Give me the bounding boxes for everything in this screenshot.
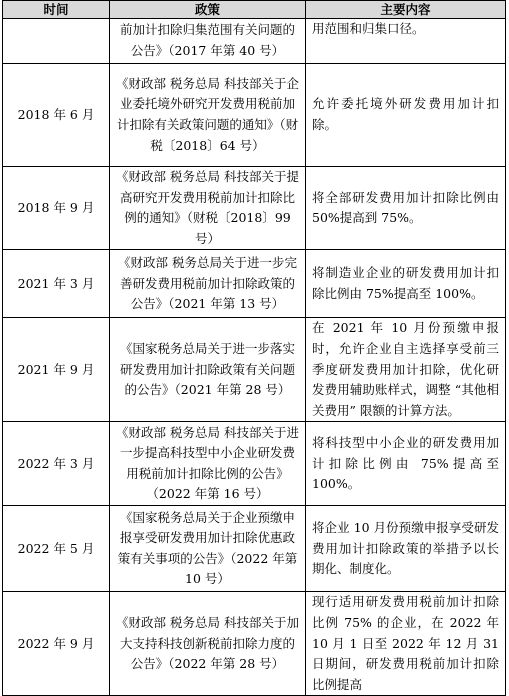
policy-table <box>2 0 506 696</box>
time-cell: 2022 年 3 月 <box>3 422 110 506</box>
time-cell: 2022 年 5 月 <box>3 506 110 592</box>
table-row <box>3 19 506 64</box>
content-cell: 允许委托境外研发费用加计扣除。 <box>306 64 506 167</box>
policy-cell: 《国家税务总局关于企业预缴申报享受研发费用加计扣除优惠政策有关事项的公告》（2022 年第 10 号） <box>110 506 306 592</box>
table-row <box>3 64 506 167</box>
time-cell <box>3 19 110 64</box>
header-time: 时间 <box>3 1 110 19</box>
policy-cell: 《财政部 税务总局 科技部关于提高研究开发费用税前加计扣除比例的通知》（财税〔2018〕99 号） <box>110 167 306 250</box>
header-policy: 政策 <box>110 1 306 19</box>
policy-cell: 《财政部 税务总局 科技部关于企业委托境外研究开发费用税前加计扣除有关政策问题的通知》（财税〔2018〕64 号） <box>110 64 306 167</box>
table-row <box>3 506 506 592</box>
time-cell: 2021 年 9 月 <box>3 318 110 422</box>
policy-cell: 《财政部 税务总局 科技部关于进一步提高科技型中小企业研发费用税前加计扣除比例的公告》（2022 年第 16 号） <box>110 422 306 506</box>
content-cell: 现行适用研发费用税前加计扣除比例 75% 的企业，在 2022 年 10 月 1 日至 2022 年 12 月 31 日期间，研发费用税前加计扣除比例提高 <box>306 592 506 696</box>
header-row <box>3 1 506 19</box>
content-cell: 在 2021 年 10 月份预缴申报时，允许企业自主选择享受前三季度研发费用加计扣除，优化研发费用辅助账样式，调整 “其他相关费用” 限额的计算方法。 <box>306 318 506 422</box>
policy-cell: 《财政部 税务总局关于进一步完善研发费用税前加计扣除政策的公告》（2021 年第 13 号） <box>110 250 306 318</box>
table-row <box>3 592 506 696</box>
policy-cell: 《财政部 税务总局 科技部关于加大支持科技创新税前扣除力度的公告》（2022 年第 28 号） <box>110 592 306 696</box>
header-content: 主要内容 <box>306 1 506 19</box>
policy-cell: 前加计扣除归集范围有关问题的公告》（2017 年第 40 号） <box>110 19 306 64</box>
table-row <box>3 167 506 250</box>
time-cell: 2018 年 6 月 <box>3 64 110 167</box>
content-cell: 将制造业企业的研发费用加计扣除比例由 75%提高至 100%。 <box>306 250 506 318</box>
time-cell: 2018 年 9 月 <box>3 167 110 250</box>
table-row <box>3 318 506 422</box>
time-cell: 2021 年 3 月 <box>3 250 110 318</box>
content-cell: 将全部研发费用加计扣除比例由 50%提高到 75%。 <box>306 167 506 250</box>
content-cell: 将科技型中小企业的研发费用加计扣除比例由 75%提高至 100%。 <box>306 422 506 506</box>
content-cell: 用范围和归集口径。 <box>306 19 506 64</box>
table-row <box>3 422 506 506</box>
time-cell: 2022 年 9 月 <box>3 592 110 696</box>
policy-cell: 《国家税务总局关于进一步落实研发费用加计扣除政策有关问题的公告》（2021 年第 28 号） <box>110 318 306 422</box>
table-row <box>3 250 506 318</box>
content-cell: 将企业 10 月份预缴申报享受研发费用加计扣除政策的举措予以长期化、制度化。 <box>306 506 506 592</box>
